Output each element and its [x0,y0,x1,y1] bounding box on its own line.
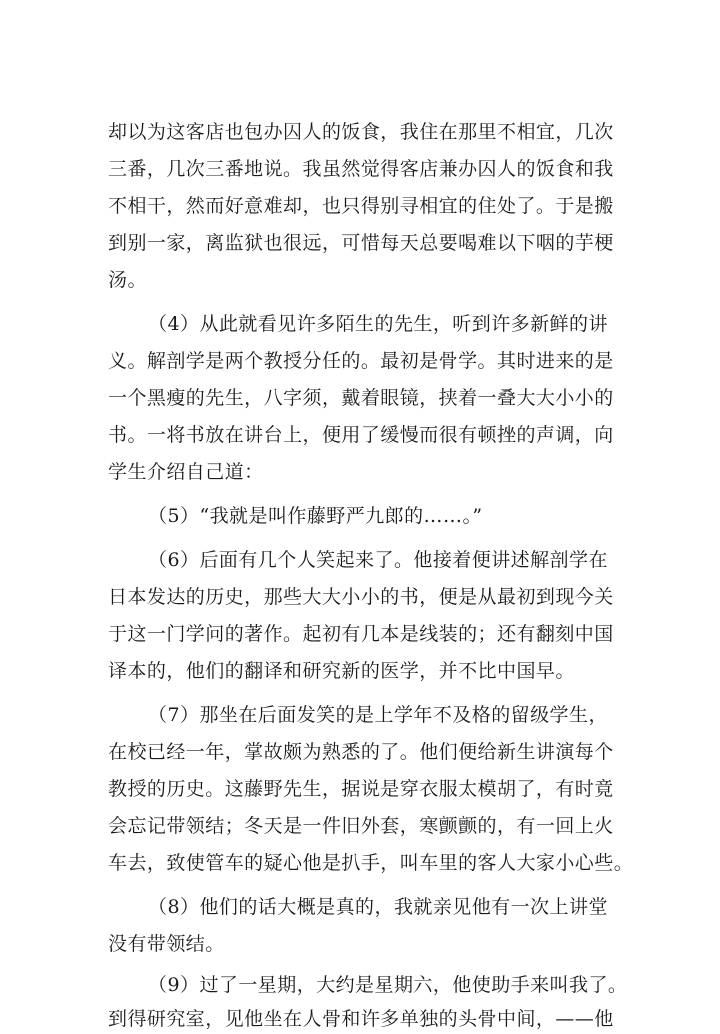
text-line: 义。解剖学是两个教授分任的。最初是骨学。其时进来的是 [108,350,614,372]
text-line: 到得研究室，见他坐在人骨和许多单独的头骨中间，——他 [108,1008,614,1030]
paragraph-6-first-line: （6）后面有几个人笑起来了。他接着便讲述解剖学在 [148,549,608,571]
text-line: 到别一家，离监狱也很远，可惜每天总要喝难以下咽的芋梗 [108,232,614,254]
text-line: 日本发达的历史，那些大大小小的书，便是从最初到现今关 [108,586,614,608]
text-line: 却以为这客店也包办囚人的饭食，我住在那里不相宜，几次 [108,121,614,143]
text-line: 不相干，然而好意难却，也只得别寻相宜的住处了。于是搬 [108,195,614,217]
text-line: 汤。 [108,269,147,291]
paragraph-9-first-line: （9）过了一星期，大约是星期六，他使助手来叫我了。 [148,974,628,996]
paragraph-8-first-line: （8）他们的话大概是真的，我就亲见他有一次上讲堂 [148,896,608,918]
text-line: 学生介绍自己道： [108,461,264,483]
paragraph-7-first-line: （7）那坐在后面发笑的是上学年不及格的留级学生， [148,704,608,726]
text-line: 会忘记带领结；冬天是一件旧外套，寒颤颤的，有一回上火 [108,815,614,837]
text-line: 于这一门学问的著作。起初有几本是线装的；还有翻刻中国 [108,623,614,645]
text-line: 教授的历史。这藤野先生，据说是穿衣服太模胡了，有时竟 [108,778,614,800]
paragraph-4-first-line: （4）从此就看见许多陌生的先生，听到许多新鲜的讲 [148,313,608,335]
text-line: 车去，致使管车的疑心他是扒手，叫车里的客人大家小心些。 [108,852,634,874]
text-line: 一个黑瘦的先生，八字须，戴着眼镜，挟着一叠大大小小的 [108,387,614,409]
text-line: 在校已经一年，掌故颇为熟悉的了。他们便给新生讲演每个 [108,741,614,763]
text-line: 三番，几次三番地说。我虽然觉得客店兼办囚人的饭食和我 [108,158,614,180]
text-line: 书。一将书放在讲台上，便用了缓慢而很有顿挫的声调，向 [108,424,614,446]
paragraph-5-line: （5）“我就是叫作藤野严九郎的……。” [148,505,483,527]
text-line: 译本的，他们的翻译和研究新的医学，并不比中国早。 [108,660,575,682]
text-line: 没有带领结。 [108,933,225,955]
